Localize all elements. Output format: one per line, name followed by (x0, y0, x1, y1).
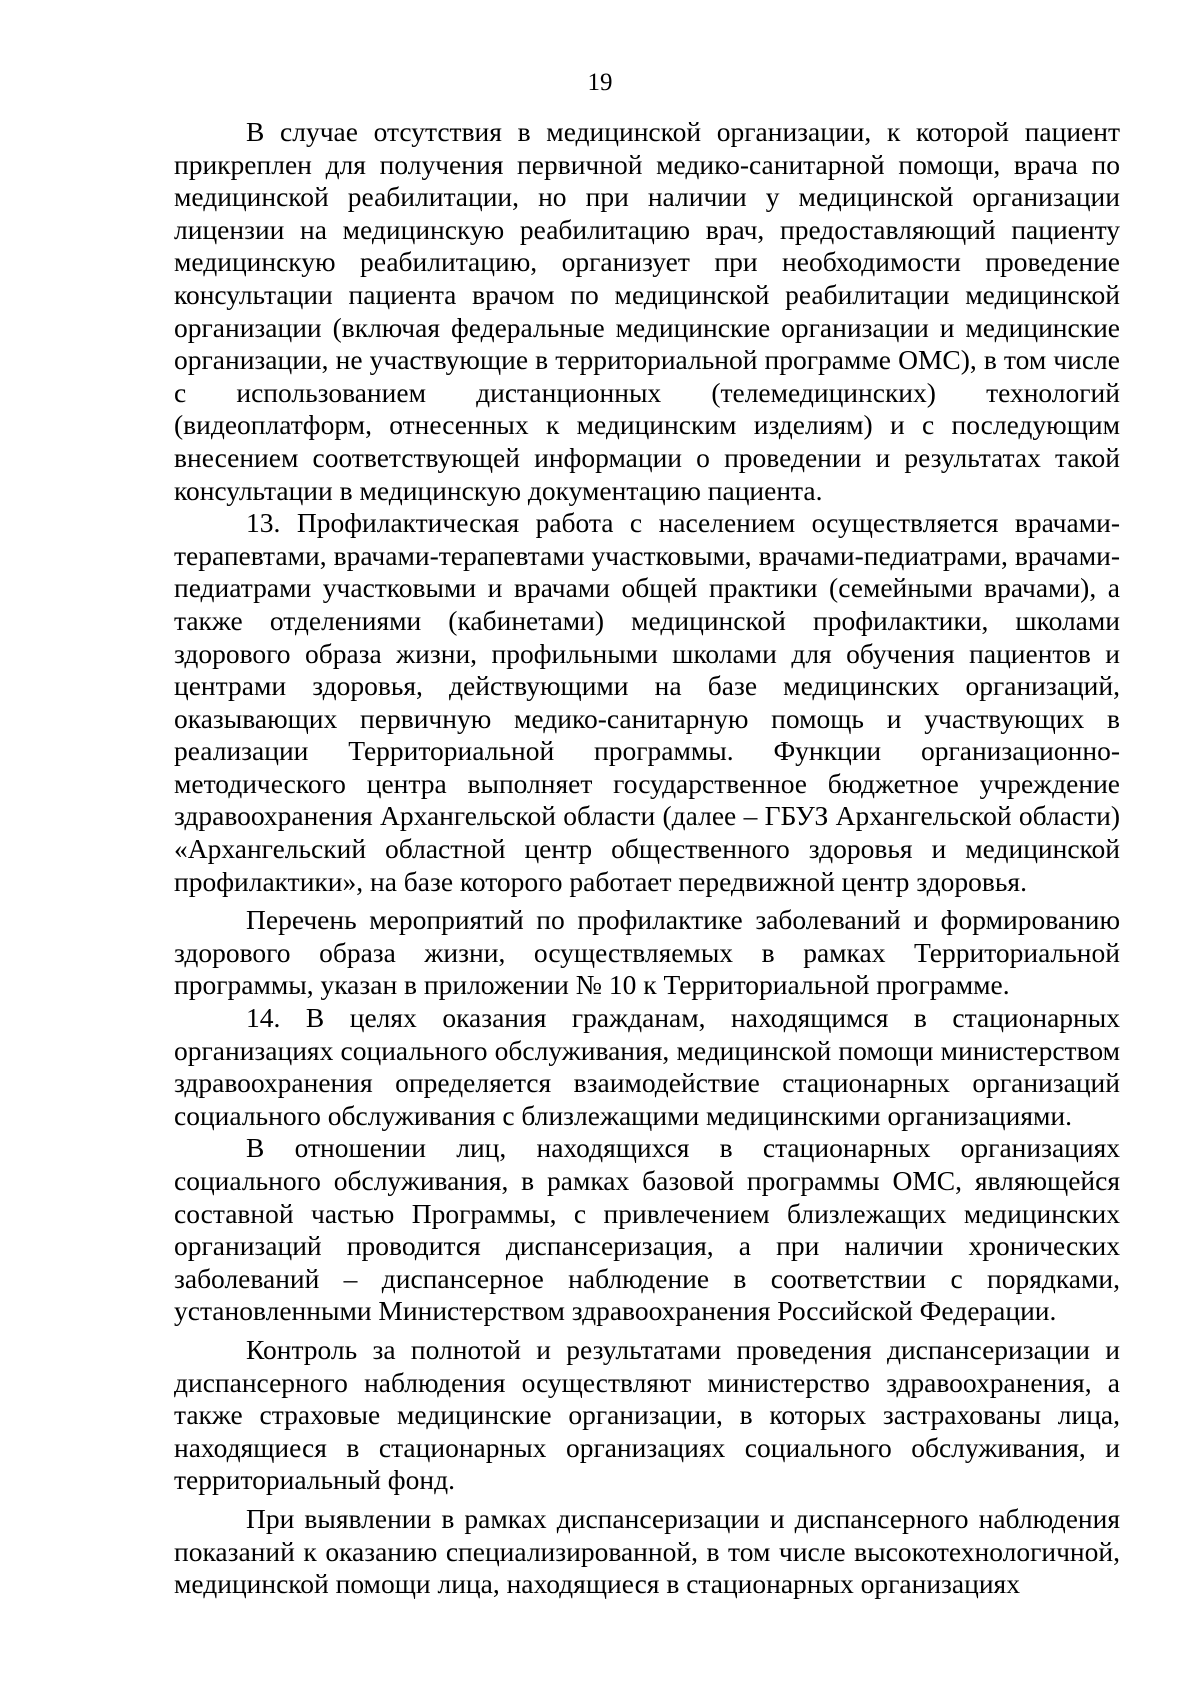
paragraph-specialized-care-indications: При выявлении в рамках диспансеризации и диспансерного наблюдения показаний к оказанию специализированной, в том числе высокотехнологичной, медицинской помощи лица, находящиеся в стационарных организациях (174, 1502, 1120, 1600)
page-number: 19 (587, 69, 613, 96)
paragraph-prevention-measures-list: Перечень мероприятий по профилактике заболеваний и формированию здорового образа жизни, осуществляемых в рамках Территориальной программы, указан в приложении № 10 к Территориальной программе. (174, 904, 1120, 1001)
paragraph-medical-rehabilitation-consultation: В случае отсутствия в медицинской организации, к которой пациент прикреплен для получения первичной медико-санитарной помощи, врача по медицинской реабилитации, но при наличии у медицинской организации лицензии на медицинскую реабилитацию врач, предоставляющий пациенту медицинскую реабилитацию, организует при необходимости проведение консультации пациента врачом по медицинской реабилитации медицинской организации (включая федеральные медицинские организации и медицинские организации, не участвующие в территориальной программе ОМС), в том числе с использованием дистанционных (телемедицинских) технологий (видеоплатформ, отнесенных к медицинским изделиям) и с последующим внесением соответствующей информации о проведении и результатах такой консультации в медицинскую документацию пациента. (174, 116, 1120, 506)
paragraph-14-social-service-organizations: 14. В целях оказания гражданам, находящимся в стационарных организациях социального обслуживания, медицинской помощи министерством здравоохранения определяется взаимодействие стационарных организаций социального обслуживания с близлежащими медицинскими организациями. (174, 1002, 1120, 1131)
paragraph-13-preventive-work: 13. Профилактическая работа с населением осуществляется врачами-терапевтами, врачами-терапевтами участковыми, врачами-педиатрами, врачами-педиатрами участковыми и врачами общей практики (семейными врачами), а также отделениями (кабинетами) медицинской профилактики, школами здорового образа жизни, профильными школами для обучения пациентов и центрами здоровья, действующими на базе медицинских организаций, оказывающих первичную медико-санитарную помощь и участвующих в реализации Территориальной программы. Функции организационно-методического центра выполняет государственное бюджетное учреждение здравоохранения Архангельской области (далее – ГБУЗ Архангельской области) «Архангельский областной центр общественного здоровья и медицинской профилактики», на базе которого работает передвижной центр здоровья. (174, 507, 1120, 897)
paragraph-dispensarization: В отношении лиц, находящихся в стационарных организациях социального обслуживания, в рамках базовой программы ОМС, являющейся составной частью Программы, с привлечением близлежащих медицинских организаций проводится диспансеризация, а при наличии хронических заболеваний – диспансерное наблюдение в соответствии с порядками, установленными Министерством здравоохранения Российской Федерации. (174, 1132, 1120, 1327)
paragraph-control: Контроль за полнотой и результатами проведения диспансеризации и диспансерного наблюдения осуществляют министерство здравоохранения, а также страховые медицинские организации, в которых застрахованы лица, находящиеся в стационарных организациях социального обслуживания, и территориальный фонд. (174, 1333, 1120, 1496)
document-body (174, 116, 1120, 1601)
